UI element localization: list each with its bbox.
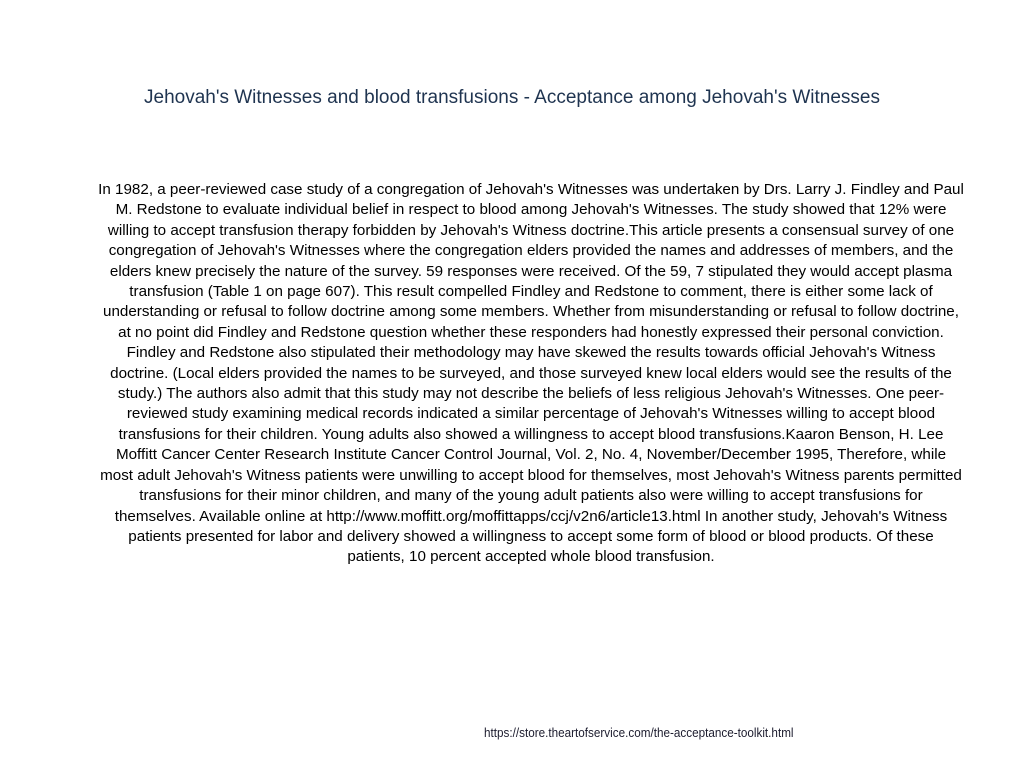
slide-body-text: In 1982, a peer-reviewed case study of a congregation of Jehovah's Witnesses was undertaken by Drs. Larry J. Findley and Paul M. Redstone to evaluate individual belief in respect to blood among Jehovah's Witnesses. The study showed that 12% were willing to accept transfusion therapy forbidden by Jehovah's Witness doctrine.This article presents a consensual survey of one congregation of Jehovah's Witnesses where the congregation elders provided the names and addresses of members, and the elders knew precisely the nature of the survey. 59 responses were received. Of the 59, 7 stipulated they would accept plasma transfusion (Table 1 on page 607). This result compelled Findley and Redstone to comment, there is either some lack of understanding or refusal to follow doctrine among some members. Whether from misunderstanding or refusal to follow doctrine, at no point did Findley and Redstone question whether these responders had honestly expressed their personal conviction. Findley and Redstone also stipulated their methodology may have skewed the results towards official Jehovah's Witness doctrine. (Local elders provided the names to be surveyed, and those surveyed knew local elders would see the results of the study.) The authors also admit that this study may not describe the beliefs of less religious Jehovah's Witnesses. One peer-reviewed study examining medical records indicated a similar percentage of Jehovah's Witnesses willing to accept blood transfusions for their children. Young adults also showed a willingness to accept blood transfusions.Kaaron Benson, H. Lee Moffitt Cancer Center Research Institute Cancer Control Journal, Vol. 2, No. 4, November/December 1995, Therefore, while most adult Jehovah's Witness patients were unwilling to accept blood for themselves, most Jehovah's Witness parents permitted transfusions for their minor children, and many of the young adult patients also were willing to accept transfusions for themselves. Available online at http://www.moffitt.org/moffittapps/ccj/v2n6/article13.html In another study, Jehovah's Witness patients presented for labor and delivery showed a willingness to accept some form of blood or blood products. Of these patients, 10 percent accepted whole blood transfusion. — [98, 181, 964, 566]
footer-url-link[interactable]: https://store.theartofservice.com/the-acceptance-toolkit.html — [484, 725, 794, 740]
slide-title: Jehovah's Witnesses and blood transfusions - Acceptance among Jehovah's Witnesses — [144, 87, 880, 108]
